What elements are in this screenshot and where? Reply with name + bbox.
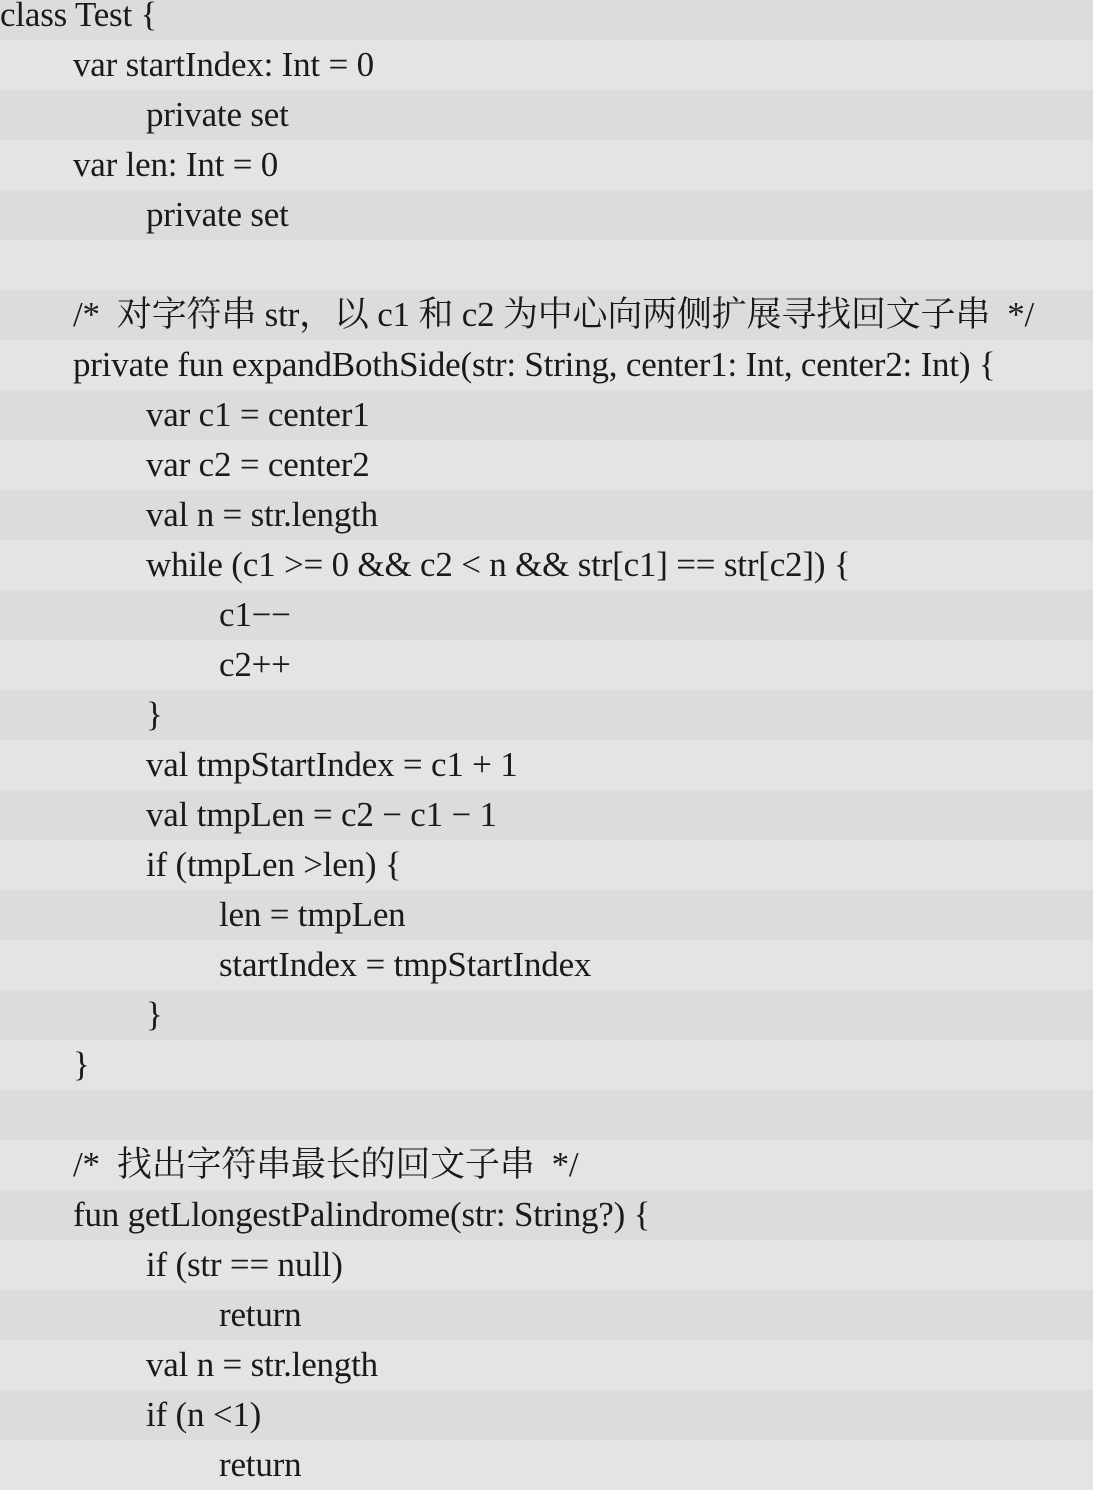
code-line: var len: Int = 0 (0, 140, 1093, 190)
code-line: if (str == null) (0, 1240, 1093, 1290)
code-line: private set (146, 195, 289, 234)
code-line: /* 找出字符串最长的回文子串 */ (0, 1140, 1093, 1190)
code-line: val tmpStartIndex = c1 + 1 (0, 740, 1093, 790)
code-line: /* 对字符串 str，以 c1 和 c2 为中心向两侧扩展寻找回文子串 */ (73, 295, 1035, 334)
code-line: } (0, 1040, 1093, 1090)
code-line: val tmpLen = c2 − c1 − 1 (146, 795, 497, 834)
code-line: if (tmpLen >len) { (0, 840, 1093, 890)
code-line: while (c1 >= 0 && c2 < n && str[c1] == str[c2]) { (0, 540, 1093, 590)
code-line: c1−− (219, 595, 291, 634)
code-line: if (n <1) (146, 1395, 262, 1434)
code-line: return (0, 1440, 1093, 1490)
code-line: var c2 = center2 (0, 440, 1093, 490)
code-line: startIndex = tmpStartIndex (0, 940, 1093, 990)
code-line: val n = str.length (0, 1340, 1093, 1390)
code-line: val n = str.length (146, 495, 378, 534)
code-line: } (146, 995, 163, 1034)
code-line: private set (146, 95, 289, 134)
code-line: var startIndex: Int = 0 (0, 40, 1093, 90)
code-line (0, 240, 1093, 290)
code-line: len = tmpLen (219, 895, 406, 934)
code-line: var c1 = center1 (146, 395, 370, 434)
code-line: return (219, 1295, 302, 1334)
code-line: private fun expandBothSide(str: String, center1: Int, center2: Int) { (0, 340, 1093, 390)
code-line (0, 1090, 1093, 1140)
code-line: } (146, 695, 163, 734)
code-line: c2++ (0, 640, 1093, 690)
code-line: fun getLlongestPalindrome(str: String?) { (73, 1195, 651, 1234)
code-line: class Test { (0, 0, 158, 34)
